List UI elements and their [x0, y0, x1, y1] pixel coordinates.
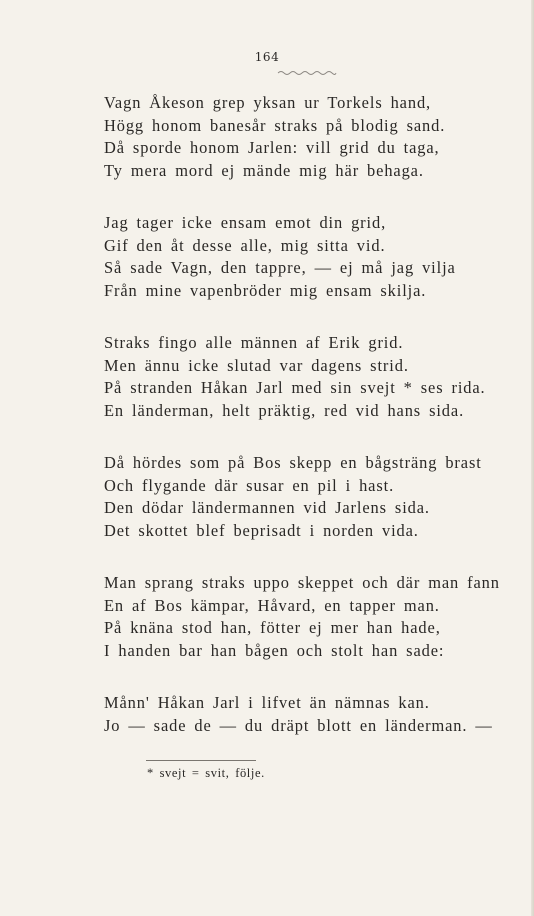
poem-line: I handen bar han bågen och stolt han sade: — [104, 640, 445, 660]
poem-line: Jag tager icke ensam emot din grid, — [104, 213, 387, 232]
poem-line: Högg honom banesår straks på blodig sand. — [104, 115, 446, 135]
stanza — [104, 572, 524, 662]
poem-line: Det skottet blef beprisadt i norden vida. — [104, 520, 419, 540]
poem-line: En länderman, helt präktig, red vid hans sida. — [104, 400, 465, 420]
poem-line: Man sprang straks uppo skeppet och där man fann — [104, 573, 500, 592]
poem-line: Och flygande där susar en pil i hast. — [104, 475, 395, 495]
poem-body — [104, 92, 524, 767]
poem-line: Straks fingo alle männen af Erik grid. — [104, 333, 404, 352]
poem-line: Ty mera mord ej mände mig här behaga. — [104, 160, 424, 180]
poem-line: Men ännu icke slutad var dagens strid. — [104, 355, 409, 375]
poem-line: Så sade Vagn, den tappre, — ej må jag vilja — [104, 258, 456, 277]
footnote: * svejt = svit, följe. — [147, 766, 265, 780]
poem-line: Vagn Åkeson grep yksan ur Torkels hand, — [104, 93, 432, 112]
stanza — [104, 692, 524, 737]
stanza — [104, 212, 524, 302]
stanza — [104, 332, 524, 422]
page-number: 164 — [254, 50, 280, 64]
poem-line: Då sporde honom Jarlen: vill grid du taga, — [104, 138, 440, 157]
ornament-divider — [276, 68, 338, 78]
poem-line: En af Bos kämpar, Håvard, en tapper man. — [104, 595, 440, 615]
poem-line: Månn' Håkan Jarl i lifvet än nämnas kan. — [104, 693, 430, 712]
stanza — [104, 92, 524, 182]
poem-line: Jo — sade de — du dräpt blott en länderman. — — [104, 715, 493, 735]
poem-line: På stranden Håkan Jarl med sin svejt * ses rida. — [104, 378, 486, 397]
poem-line: Då hördes som på Bos skepp en bågsträng brast — [104, 453, 482, 472]
poem-line: Gif den åt desse alle, mig sitta vid. — [104, 235, 386, 255]
poem-line: Den dödar ländermannen vid Jarlens sida. — [104, 498, 430, 517]
stanza — [104, 452, 524, 542]
footnote-divider — [146, 760, 256, 761]
poem-line: Från mine vapenbröder mig ensam skilja. — [104, 280, 427, 300]
poem-line: På knäna stod han, fötter ej mer han hade, — [104, 618, 441, 637]
